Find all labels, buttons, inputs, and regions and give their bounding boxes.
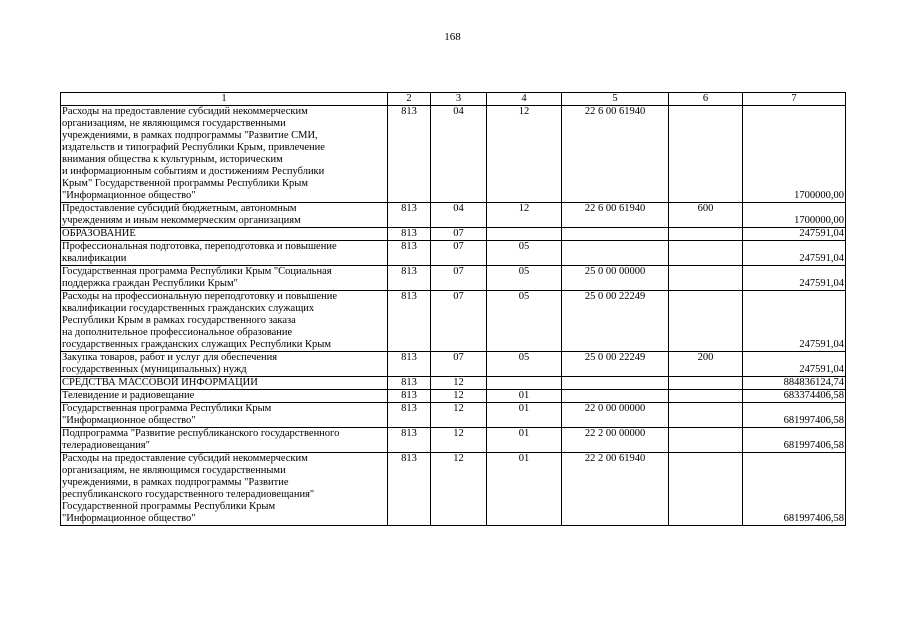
section-cell: 07 [431, 291, 487, 352]
row-name-cell: ОБРАЗОВАНИЕ [61, 228, 388, 241]
header-cell: 3 [431, 93, 487, 106]
ministry-code-cell: 813 [388, 377, 431, 390]
subsection-cell: 01 [487, 453, 562, 526]
amount-cell: 247591,04 [743, 241, 846, 266]
target-item-cell: 22 2 00 61940 [562, 453, 669, 526]
subsection-cell: 05 [487, 352, 562, 377]
ministry-code-cell: 813 [388, 106, 431, 203]
expense-type-cell [669, 106, 743, 203]
section-cell: 12 [431, 403, 487, 428]
target-item-cell: 25 0 00 22249 [562, 352, 669, 377]
subsection-cell: 05 [487, 241, 562, 266]
row-name-cell: Расходы на профессиональную переподготовку и повышение квалификации государственных гражданских служащих Республики Крым в рамках государственного заказа на дополнительное профессиональное образование государственных гражданских служащих Республики Крым [61, 291, 388, 352]
subsection-cell: 05 [487, 266, 562, 291]
page-number: 168 [444, 31, 461, 43]
row-name-cell: Расходы на предоставление субсидий некоммерческим организациям, не являющимся государственными учреждениями, в рамках подпрограммы "Развитие республиканского государственного телерадиовещания" Государственной программы Республики Крым "Информационное общество" [61, 453, 388, 526]
target-item-cell: 22 2 00 00000 [562, 428, 669, 453]
amount-cell: 681997406,58 [743, 403, 846, 428]
table-row [61, 291, 846, 352]
subsection-cell [487, 377, 562, 390]
table-row [61, 428, 846, 453]
target-item-cell [562, 228, 669, 241]
row-name-cell: Государственная программа Республики Крым "Социальная поддержка граждан Республики Крым" [61, 266, 388, 291]
table-row [61, 203, 846, 228]
target-item-cell: 25 0 00 22249 [562, 291, 669, 352]
row-name-cell: Телевидение и радиовещание [61, 390, 388, 403]
section-cell: 04 [431, 106, 487, 203]
header-cell: 2 [388, 93, 431, 106]
amount-cell: 247591,04 [743, 291, 846, 352]
target-item-cell: 22 0 00 00000 [562, 403, 669, 428]
ministry-code-cell: 813 [388, 453, 431, 526]
subsection-cell: 05 [487, 291, 562, 352]
table-row [61, 377, 846, 390]
table-row [61, 106, 846, 203]
target-item-cell: 25 0 00 00000 [562, 266, 669, 291]
expense-type-cell [669, 291, 743, 352]
row-name-cell: Профессиональная подготовка, переподготовка и повышение квалификации [61, 241, 388, 266]
header-cell: 7 [743, 93, 846, 106]
amount-cell: 247591,04 [743, 352, 846, 377]
row-name-cell: Подпрограмма "Развитие республиканского государственного телерадиовещания" [61, 428, 388, 453]
target-item-cell: 22 6 00 61940 [562, 106, 669, 203]
target-item-cell [562, 390, 669, 403]
table-row [61, 403, 846, 428]
table-row [61, 352, 846, 377]
expense-type-cell [669, 390, 743, 403]
section-cell: 07 [431, 266, 487, 291]
row-name-cell: Государственная программа Республики Крым "Информационное общество" [61, 403, 388, 428]
header-row [61, 93, 846, 106]
expense-type-cell [669, 428, 743, 453]
ministry-code-cell: 813 [388, 390, 431, 403]
budget-table [60, 92, 846, 526]
section-cell: 12 [431, 428, 487, 453]
section-cell: 12 [431, 453, 487, 526]
subsection-cell [487, 228, 562, 241]
ministry-code-cell: 813 [388, 203, 431, 228]
amount-cell: 681997406,58 [743, 453, 846, 526]
row-name-cell: СРЕДСТВА МАССОВОЙ ИНФОРМАЦИИ [61, 377, 388, 390]
ministry-code-cell: 813 [388, 228, 431, 241]
section-cell: 07 [431, 352, 487, 377]
section-cell: 07 [431, 228, 487, 241]
header-cell: 6 [669, 93, 743, 106]
amount-cell: 247591,04 [743, 266, 846, 291]
ministry-code-cell: 813 [388, 241, 431, 266]
expense-type-cell [669, 228, 743, 241]
ministry-code-cell: 813 [388, 291, 431, 352]
section-cell: 07 [431, 241, 487, 266]
table-row [61, 228, 846, 241]
target-item-cell [562, 241, 669, 266]
amount-cell: 1700000,00 [743, 106, 846, 203]
section-cell: 12 [431, 377, 487, 390]
target-item-cell [562, 377, 669, 390]
amount-cell: 247591,04 [743, 228, 846, 241]
header-cell: 1 [61, 93, 388, 106]
row-name-cell: Предоставление субсидий бюджетным, автономным учреждениям и иным некоммерческим организациям [61, 203, 388, 228]
table-row [61, 241, 846, 266]
subsection-cell: 01 [487, 403, 562, 428]
row-name-cell: Расходы на предоставление субсидий некоммерческим организациям, не являющимся государственными учреждениями, в рамках подпрограммы "Развитие СМИ, издательств и типографий Республики Крым, привлечение внимания общества к культурным, историческим и информационным событиям и достижениям Республики Крым" Государственной программы Республики Крым "Информационное общество" [61, 106, 388, 203]
expense-type-cell: 200 [669, 352, 743, 377]
amount-cell: 1700000,00 [743, 203, 846, 228]
expense-type-cell [669, 266, 743, 291]
header-cell: 4 [487, 93, 562, 106]
expense-type-cell [669, 377, 743, 390]
subsection-cell: 01 [487, 390, 562, 403]
expense-type-cell: 600 [669, 203, 743, 228]
ministry-code-cell: 813 [388, 352, 431, 377]
expense-type-cell [669, 453, 743, 526]
amount-cell: 884836124,74 [743, 377, 846, 390]
amount-cell: 681997406,58 [743, 428, 846, 453]
table-row [61, 266, 846, 291]
subsection-cell: 01 [487, 428, 562, 453]
ministry-code-cell: 813 [388, 266, 431, 291]
ministry-code-cell: 813 [388, 428, 431, 453]
target-item-cell: 22 6 00 61940 [562, 203, 669, 228]
section-cell: 04 [431, 203, 487, 228]
amount-cell: 683374406,58 [743, 390, 846, 403]
ministry-code-cell: 813 [388, 403, 431, 428]
table-row [61, 453, 846, 526]
subsection-cell: 12 [487, 203, 562, 228]
row-name-cell: Закупка товаров, работ и услуг для обеспечения государственных (муниципальных) нужд [61, 352, 388, 377]
header-cell: 5 [562, 93, 669, 106]
section-cell: 12 [431, 390, 487, 403]
subsection-cell: 12 [487, 106, 562, 203]
expense-type-cell [669, 241, 743, 266]
expense-type-cell [669, 403, 743, 428]
table-row [61, 390, 846, 403]
